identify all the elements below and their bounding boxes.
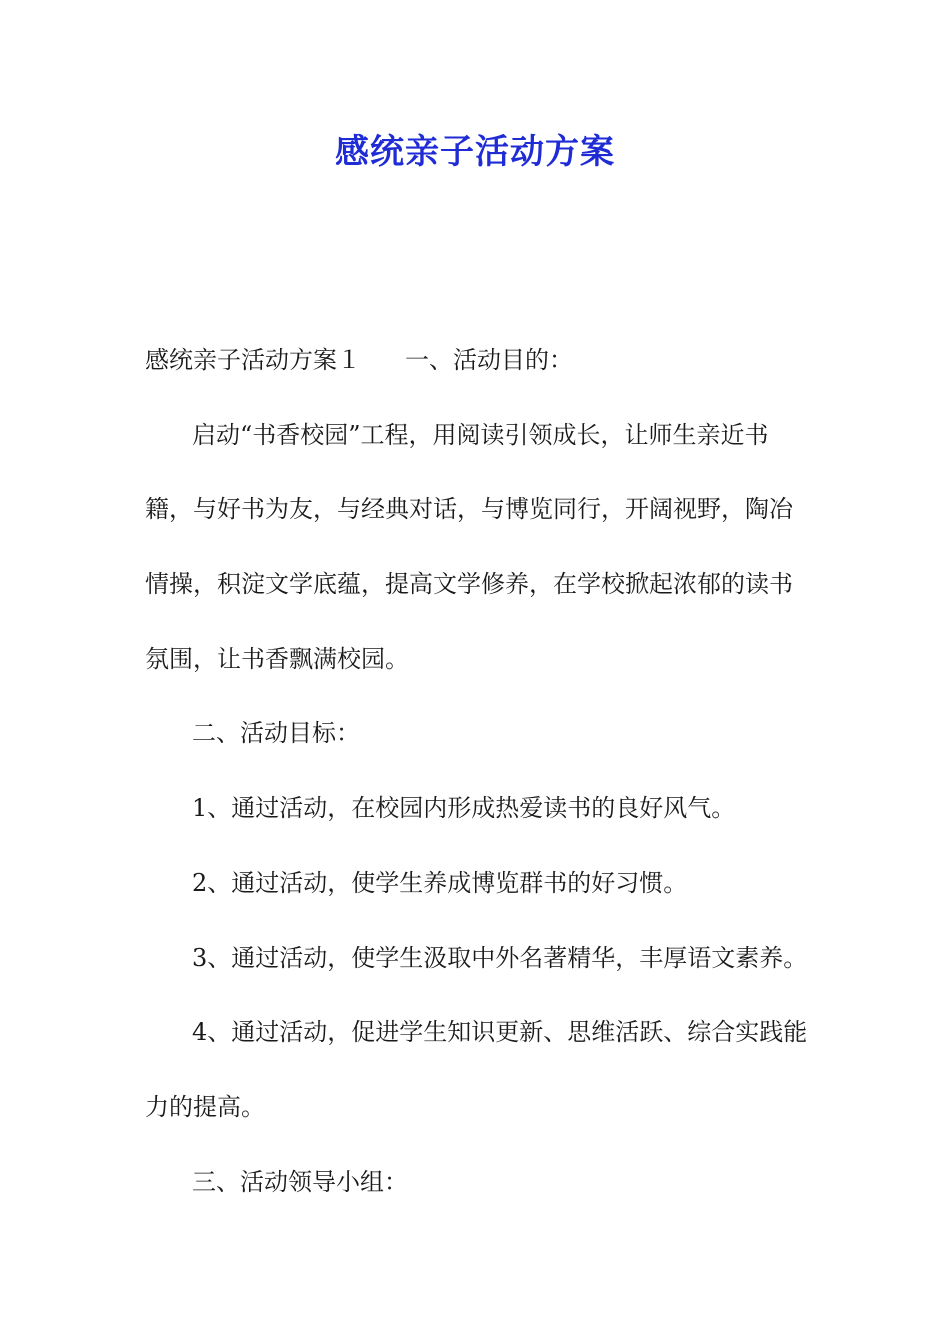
paragraph-line: 氛围，让书香飘满校园。 bbox=[145, 644, 409, 673]
section-heading-goals: 二、活动目标： bbox=[192, 719, 360, 748]
document-body bbox=[145, 340, 810, 1236]
list-item: 1、通过活动，在校园内形成热爱读书的良好风气。 bbox=[192, 794, 736, 823]
paragraph-line: 启动“书香校园”工程，用阅读引领成长，让师生亲近书 bbox=[192, 420, 769, 449]
list-item: 4、通过活动，促进学生知识更新、思维活跃、综合实践能 bbox=[192, 1018, 808, 1047]
section-heading-leadership: 三、活动领导小组： bbox=[192, 1167, 408, 1196]
list-item-continuation: 力的提高。 bbox=[145, 1092, 265, 1121]
section-heading-purpose: 一、活动目的： bbox=[405, 346, 573, 374]
list-item: 2、通过活动，使学生养成博览群书的好习惯。 bbox=[192, 868, 688, 897]
list-item: 3、通过活动，使学生汲取中外名著精华，丰厚语文素养。 bbox=[192, 943, 808, 972]
paragraph-line: 籍，与好书为友，与经典对话，与博览同行，开阔视野，陶冶 bbox=[145, 495, 793, 524]
heading-line bbox=[145, 340, 810, 415]
paragraph-line: 情操，积淀文学底蕴，提高文学修养，在学校掀起浓郁的读书 bbox=[145, 570, 793, 599]
section-heading: 感统亲子活动方案１ bbox=[145, 346, 361, 374]
document-title: 感统亲子活动方案 bbox=[335, 132, 615, 172]
